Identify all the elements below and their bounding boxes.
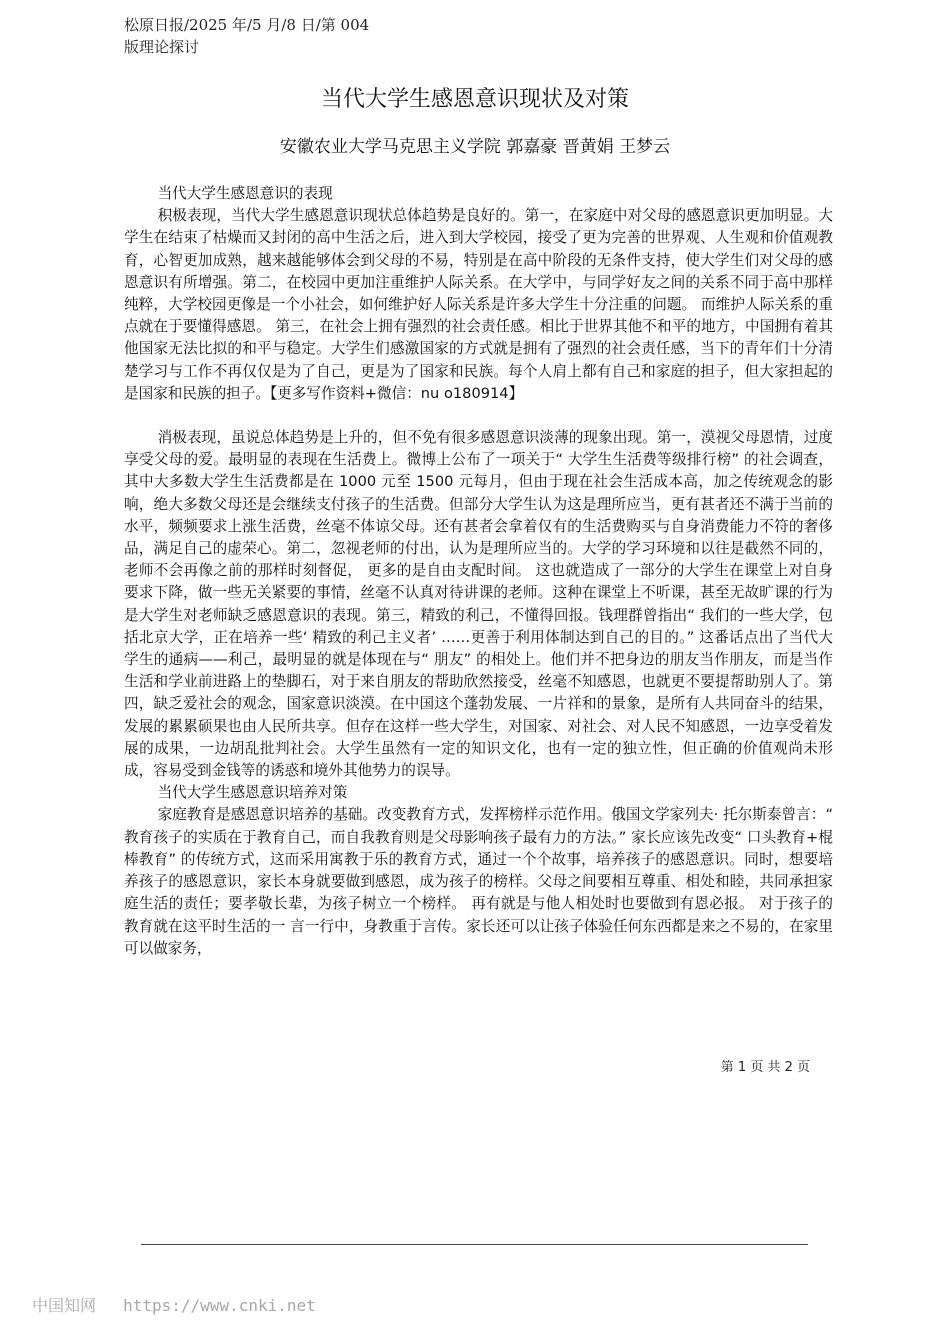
page-indicator: 第 1 页 共 2 页 (720, 1060, 810, 1075)
article-authors: 安徽农业大学马克思主义学院 郭嘉豪 晋黄娟 王梦云 (279, 137, 671, 157)
watermark-url: https://www.cnki.net (123, 1296, 316, 1315)
paragraph-positive: 积极表现，当代大学生感恩意识现状总体趋势是良好的。第一，在家庭中对父母的感恩意识更加明显。大学生在结束了枯燥而又封闭的高中生活之后，进入到大学校园，接受了更为完善的世界观、人生观和价值观教育，心智更加成熟，越来越能够体会到父母的不易，特别是在高中阶段的无条件支持，使大学生们对父母的感恩意识有所增强。第二，在校园中更加注重维护人际关系。在大学中，与同学好友之间的关系不同于高中那样纯粹，大学校园更像是一个小社会，如何维护好人际关系是许多大学生十分注重的问题。 而维护人际关系的重点就在于要懂得感恩。 第三，在社会上拥有强烈的社会责任感。相比于世界其他不和平的地方，中国拥有着其他国家无法比拟的和平与稳定。大学生们感激国家的方式就是拥有了强烈的社会责任感，当下的青年们十分清楚学习与工作不再仅仅是为了自己，更是为了国家和民族。每个人肩上都有自己和家庭的担子，但大家担起的是国家和民族的担子。【更多写作资料+微信：nu o180914】 (124, 207, 833, 402)
paragraph-negative: 消极表现，虽说总体趋势是上升的，但不免有很多感恩意识淡薄的现象出现。第一，漠视父母恩情，过度享受父母的爱。最明显的表现在生活费上。微博上公布了一项关于“ 大学生生活费等级排行榜” 的社会调查，其中大多数大学生生活费都是在 1000 元至 1500 元每月，但由于现在社会生活成本高，加之传统观念的影响，绝大多数父母还是会继续支付孩子的生活费。但部分大学生认为这是理所应当，更有甚者还不满于当前的水平，频频要求上涨生活费，丝毫不体谅父母。还有甚者会拿着仅有的生活费购买与自身消费能力不符的奢侈品，满足自己的虚荣心。第二，忽视老师的付出，认为是理所应当的。大学的学习环境和以往是截然不同的，老师不会再像之前的那样时刻督促， 更多的是自由支配时间。 这也就造成了一部分的大学生在课堂上对自身要求下降，做一些无关紧要的事情，丝毫不认真对待讲课的老师。这种在课堂上不听课，甚至无故旷课的行为是大学生对老师缺乏感恩意识的表现。第三，精致的利己，不懂得回报。钱理群曾指出“ 我们的一些大学，包括北京大学，正在培养一些‘ 精致的利己主义者’ ……更善于利用体制达到自己的目的。” 这番话点出了当代大学生的通病——利己，最明显的就是体现在与“ 朋友” 的相处上。他们并不把身边的朋友当作朋友，而是当作生活和学业前进路上的垫脚石，对于来自朋友的帮助欣然接受，丝毫不知感恩，也就更不要提帮助别人了。第四，缺乏爱社会的观念，国家意识淡漠。在中国这个蓬勃发展、一片祥和的景象，是所有人共同奋斗的结果，发展的累累硕果也由人民所共享。但存在这样一些大学生，对国家、对社会、对人民不知感恩，一边享受着发展的成果，一边胡乱批判社会。大学生虽然有一定的知识文化，也有一定的独立性，但正确的价值观尚未形成，容易受到金钱等的诱惑和境外其他势力的误导。 (124, 429, 833, 780)
section-heading-1: 当代大学生感恩意识的表现 (157, 185, 333, 202)
watermark-site-name: 中国知网 (32, 1296, 97, 1315)
source-header (124, 14, 384, 58)
paragraph-family-education: 家庭教育是感恩意识培养的基础。改变教育方式，发挥榜样示范作用。俄国文学家列夫· 托尔斯泰曾言：“ 教育孩子的实质在于教育自己，而自我教育则是父母影响孩子最有力的方法。” 家长应该先改变“ 口头教育+棍棒教育” 的传统方式，这而采用寓教于乐的教育方式，通过一个个故事，培养孩子的感恩意识。同时，想要培养孩子的感恩意识，家长本身就要做到感恩，成为孩子的榜样。父母之间要相互尊重、相处和睦，共同承担家庭生活的责任；要孝敬长辈，为孩子树立一个榜样。 再有就是与他人相处时也要做到有恩必报。 对于孩子的教育就在这平时生活的一 言一行中，身教重于言传。家长还可以让孩子体验任何东西都是来之不易的，在家里可以做家务， (124, 806, 833, 957)
source-line-2: 版理论探讨 (124, 38, 200, 56)
footer-divider (141, 1244, 808, 1245)
source-line-1: 松原日报/2025 年/5 月/8 日/第 004 (124, 16, 370, 34)
article-title: 当代大学生感恩意识现状及对策 (320, 87, 629, 112)
cnki-watermark (32, 1294, 316, 1318)
section-heading-2: 当代大学生感恩意识培养对策 (157, 784, 348, 802)
article-body (124, 183, 833, 960)
